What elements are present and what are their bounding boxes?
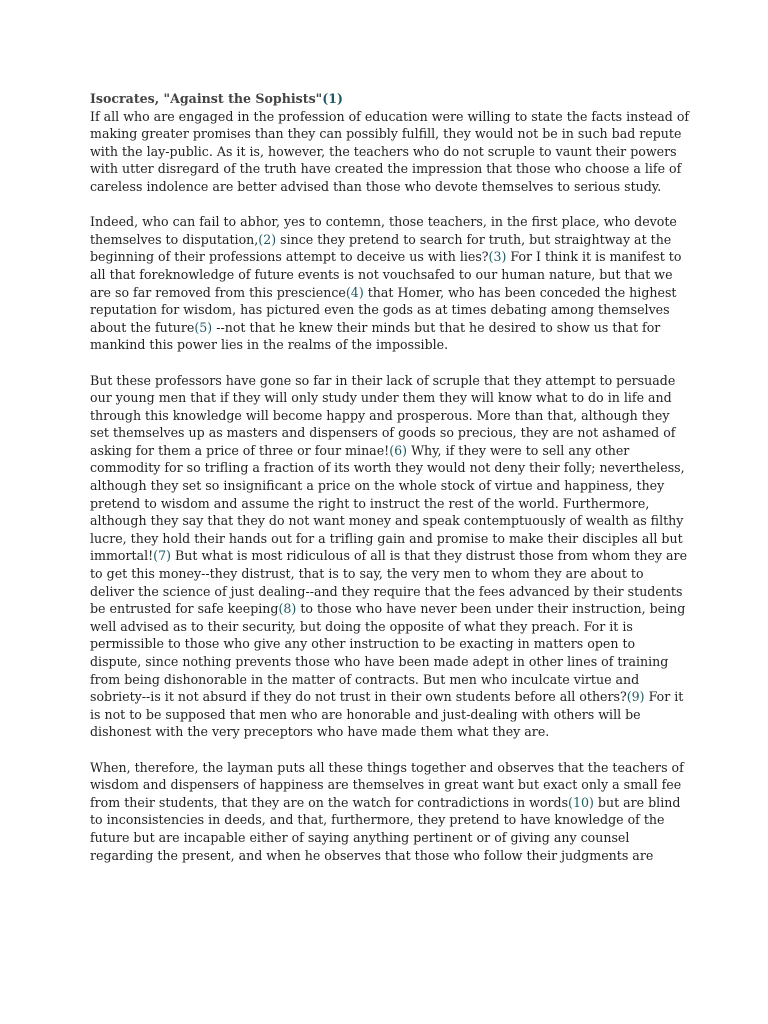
- footnote-link-8[interactable]: (8): [278, 601, 297, 617]
- paragraph-2: [90, 213, 690, 354]
- text-run: since they pretend to search for truth, but straightway at the beginning of their professions attempt to deceive us with lies?: [90, 231, 672, 265]
- footnote-link-1[interactable]: (1): [322, 91, 343, 106]
- paragraph-4: [90, 759, 690, 865]
- text-run: --not that he knew their minds but that he desired to show us that for mankind this power lies in the realms of the impossible.: [90, 319, 661, 353]
- footnote-link-10[interactable]: (10): [568, 794, 594, 810]
- footnote-link-4[interactable]: (4): [345, 284, 364, 300]
- text-run: that Homer, who has been conceded the highest reputation for wisdom, has pictured even the gods as at times debating among themselves about the future: [90, 284, 677, 335]
- footnote-link-6[interactable]: (6): [389, 442, 408, 458]
- text-run: to those who have never been under their instruction, being well advised as to their security, but doing the opposite of what they preach. For it is permissible to those who give any other instruction to be exacting in matters open to dispute, since nothing prevents those who have been made adept in other lines of training from being dishonorable in the matter of contracts. But men who inculcate virtue and sobriety--is it not absurd if they do not trust in their own students before all others?: [90, 601, 686, 705]
- text-run: For I think it is manifest to all that foreknowledge of future events is not vouchsafed to our human nature, but that we are so far removed from this prescience: [90, 249, 682, 300]
- text-run: Indeed, who can fail to abhor, yes to contemn, those teachers, in the first place, who devote themselves to disputation,: [90, 214, 677, 247]
- paragraph-1: If all who are engaged in the profession of education were willing to state the facts instead of making greater promises than they can possibly fulfill, they would not be in such bad repute with the lay-public. As it is, however, the teachers who do not scruple to vaunt their powers with utter disregard of the truth have created the impression that those who choose a life of careless indolence are better advised than those who devote themselves to serious study.: [90, 108, 690, 194]
- footnote-link-2[interactable]: (2): [258, 231, 277, 247]
- text-run: But these professors have gone so far in their lack of scruple that they attempt to persuade our young men that if they will only study under them they will know what to do in life and through this knowledge will become happy and prosperous. More than that, although they set themselves up as masters and dispensers of goods so precious, they are not ashamed of asking for them a price of three or four minae!: [90, 372, 676, 458]
- footnote-link-9[interactable]: (9): [626, 689, 645, 705]
- footnote-link-5[interactable]: (5): [194, 319, 213, 335]
- footnote-link-3[interactable]: (3): [488, 249, 507, 265]
- text-run: Why, if they were to sell any other commodity for so trifling a fraction of its worth they would not deny their folly; nevertheless, although they set so insignificant a price on the whole stock of virtue and happiness, they pretend to wisdom and assume the right to instruct the rest of the world. Furthermore, although they say that they do not want money and speak contemptuously of wealth as filthy lucre, they hold their hands out for a trifling gain and promise to make their disciples all but immortal!: [90, 442, 685, 564]
- title-text: Isocrates, "Against the Sophists": [90, 91, 323, 106]
- document-page: [90, 90, 690, 882]
- text-run: When, therefore, the layman puts all these things together and observes that the teachers of wisdom and dispensers of happiness are themselves in great want but exact only a small fee from their students, that they are on the watch for contradictions in words: [90, 759, 684, 810]
- paragraph-3: [90, 372, 690, 741]
- text-run: but are blind to inconsistencies in deeds, and that, furthermore, they pretend to have knowledge of the future but are incapable either of saying anything pertinent or of giving any counsel regarding the present, and when he observes that those who follow their judgments are: [90, 794, 681, 863]
- text-run: But what is most ridiculous of all is that they distrust those from whom they are to get this money--they distrust, that is to say, the very men to whom they are about to deliver the science of just dealing--and they require that the fees advanced by their students be entrusted for safe keeping: [90, 548, 688, 617]
- text-run: For it is not to be supposed that men who are honorable and just-dealing with others will be dishonest with the very preceptors who have made them what they are.: [90, 689, 684, 740]
- document-title: [90, 90, 690, 108]
- footnote-link-7[interactable]: (7): [153, 548, 172, 564]
